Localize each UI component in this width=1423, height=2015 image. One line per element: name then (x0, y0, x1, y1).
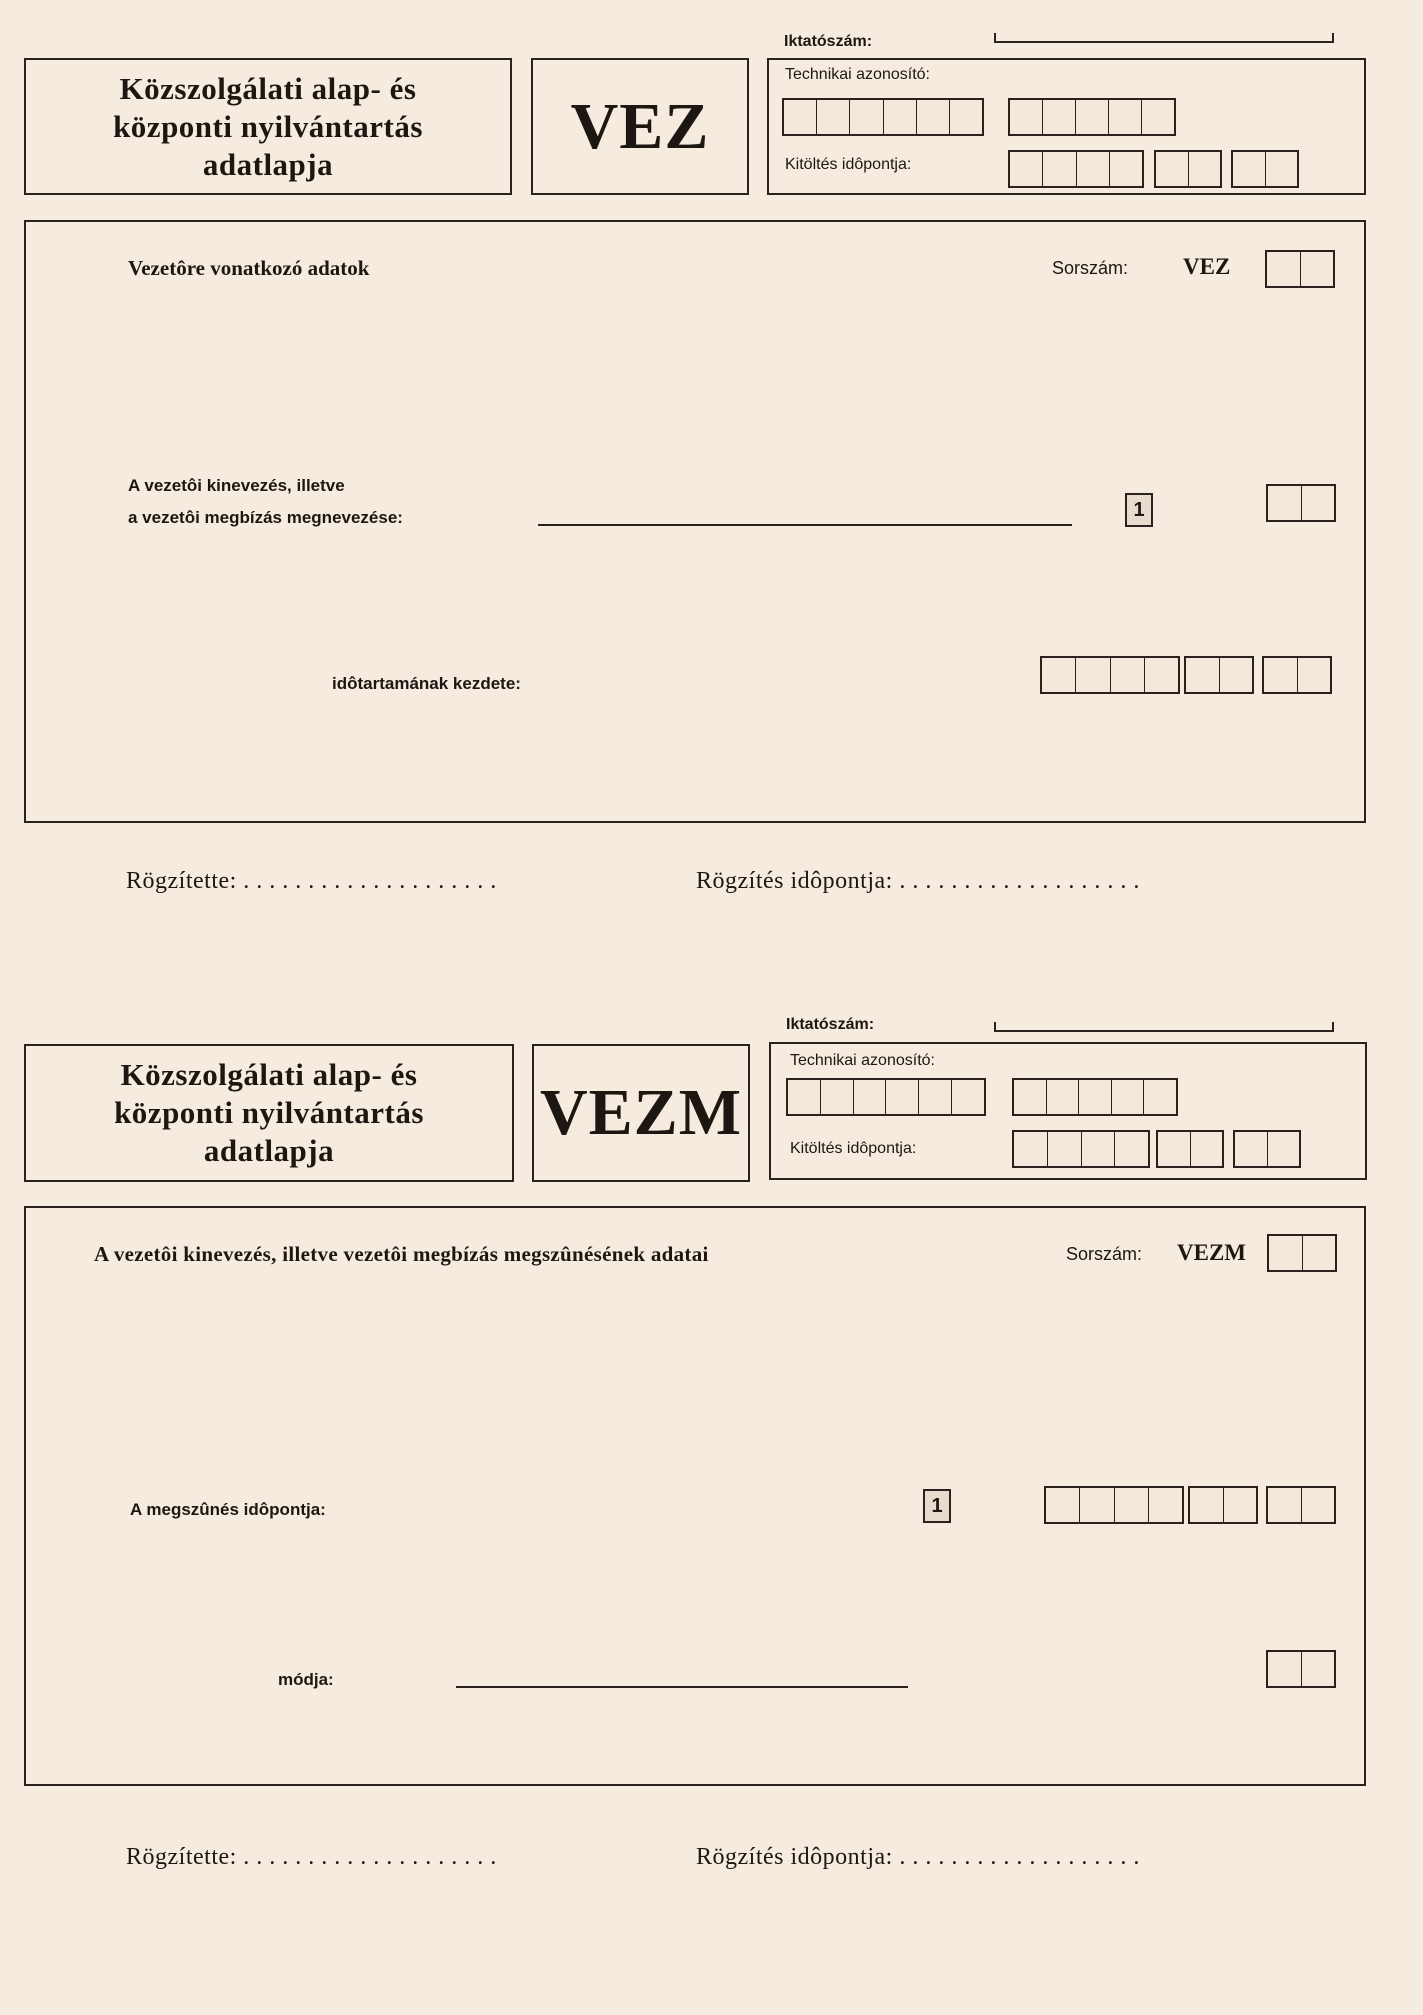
field-megnevezes-label-1: A vezetôi kinevezés, illetve (128, 476, 345, 495)
kitoltes-month-boxes[interactable] (1156, 1130, 1224, 1168)
technical-id-boxes-a[interactable] (786, 1078, 986, 1116)
field-megnevezes-line[interactable] (538, 524, 1072, 526)
field-megszunes-year-boxes[interactable] (1044, 1486, 1184, 1524)
kitoltes-year-boxes[interactable] (1012, 1130, 1150, 1168)
form-title-box (24, 1044, 514, 1182)
field-megnevezes-code-boxes[interactable] (1266, 484, 1336, 522)
iktatoszam-field[interactable] (994, 33, 1334, 43)
kitoltes-day-boxes[interactable] (1233, 1130, 1301, 1168)
form-code-box: VEZ (531, 58, 749, 195)
form-title-line-3: adatlapja (203, 1133, 335, 1168)
form-title-line-2: központi nyilvántartás (113, 108, 423, 144)
technical-id-label: Technikai azonosító: (790, 1052, 935, 1069)
field-kezdete-day-boxes[interactable] (1262, 656, 1332, 694)
field-kezdete-label: idôtartamának kezdete: (332, 674, 521, 693)
field-modja-label: módja: (278, 1670, 334, 1689)
sorszam-boxes[interactable] (1267, 1234, 1337, 1272)
form-title-line-3: adatlapja (202, 146, 334, 182)
technical-id-boxes-b[interactable] (1008, 98, 1176, 136)
field-modja-line[interactable] (456, 1686, 908, 1688)
technical-id-label: Technikai azonosító: (785, 66, 930, 83)
footer-rogzitette: Rögzítette: . . . . . . . . . . . . . . . . . . . . (126, 868, 497, 894)
sorszam-label: Sorszám: (1066, 1244, 1143, 1264)
field-megszunes-month-boxes[interactable] (1188, 1486, 1258, 1524)
footer-rogzitette: Rögzítette: . . . . . . . . . . . . . . . . . . . . (126, 1844, 497, 1870)
field-modja-code-boxes[interactable] (1266, 1650, 1336, 1688)
kitoltes-year-boxes[interactable] (1008, 150, 1144, 188)
iktatoszam-field[interactable] (994, 1022, 1334, 1032)
field-megszunes-label: A megszûnés idôpontja: (130, 1500, 326, 1519)
field-kezdete-month-boxes[interactable] (1184, 656, 1254, 694)
section-title: A vezetôi kinevezés, illetve vezetôi megbízás megszûnésének adatai (94, 1242, 709, 1266)
kitoltes-label: Kitöltés idôpontja: (790, 1140, 917, 1157)
form-title-line-1: Közszolgálati alap- és (120, 1057, 418, 1092)
technical-id-boxes-a[interactable] (782, 98, 984, 136)
field-marker-1: 1 (923, 1489, 951, 1523)
iktatoszam-label: Iktatószám: (786, 1016, 875, 1033)
field-megnevezes-label-2: a vezetôi megbízás megnevezése: (128, 508, 403, 527)
sorszam-code: VEZM (1177, 1240, 1246, 1265)
kitoltes-month-boxes[interactable] (1154, 150, 1222, 188)
field-kezdete-year-boxes[interactable] (1040, 656, 1180, 694)
footer-rogzites-idopontja: Rögzítés idôpontja: . . . . . . . . . . . . . . . . . . . (696, 1844, 1140, 1870)
form-title-line-2: központi nyilvántartás (114, 1095, 424, 1130)
form-title-box (24, 58, 512, 195)
kitoltes-day-boxes[interactable] (1231, 150, 1299, 188)
kitoltes-label: Kitöltés idôpontja: (785, 156, 912, 173)
form-title-line-1: Közszolgálati alap- és (119, 70, 417, 106)
section-title: Vezetôre vonatkozó adatok (128, 256, 370, 280)
sorszam-boxes[interactable] (1265, 250, 1335, 288)
footer-rogzites-idopontja: Rögzítés idôpontja: . . . . . . . . . . . . . . . . . . . (696, 868, 1140, 894)
form-code-box: VEZM (532, 1044, 750, 1182)
sorszam-code: VEZ (1183, 254, 1231, 279)
technical-id-boxes-b[interactable] (1012, 1078, 1178, 1116)
field-marker-1: 1 (1125, 493, 1153, 527)
field-megszunes-day-boxes[interactable] (1266, 1486, 1336, 1524)
iktatoszam-label: Iktatószám: (784, 33, 873, 50)
sorszam-label: Sorszám: (1052, 258, 1129, 278)
